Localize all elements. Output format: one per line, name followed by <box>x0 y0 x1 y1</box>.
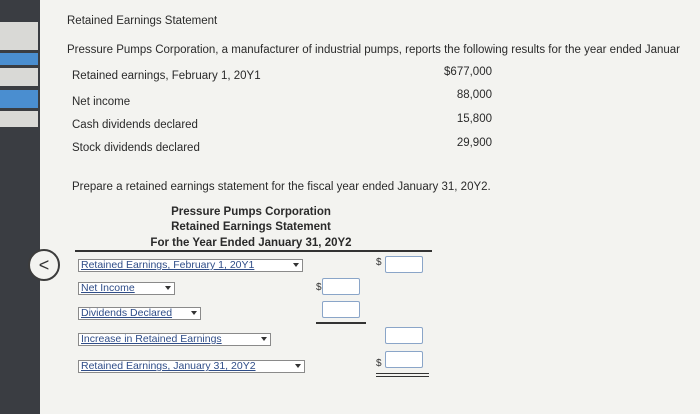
chevron-down-icon <box>295 364 301 368</box>
given-value-1: $677,000 <box>444 66 492 78</box>
chevron-down-icon <box>191 311 197 315</box>
dividends-input[interactable] <box>322 301 360 318</box>
chevron-down-icon <box>261 337 267 341</box>
beginning-balance-dropdown[interactable] <box>78 259 303 272</box>
dollar-sign-2: $ <box>316 282 322 293</box>
left-sidebar <box>0 0 40 414</box>
back-button[interactable] <box>28 249 60 281</box>
subtotal-underline <box>316 322 366 324</box>
header-underline <box>75 250 432 252</box>
dividends-dropdown[interactable] <box>78 307 201 320</box>
sidebar-tab-3[interactable] <box>0 68 38 86</box>
given-value-3: 15,800 <box>456 113 492 125</box>
ending-balance-label: Retained Earnings, January 31, 20Y2 <box>81 360 256 372</box>
double-underline-top <box>376 373 429 374</box>
section-title: Retained Earnings Statement <box>67 15 218 27</box>
increase-label: Increase in Retained Earnings <box>81 333 222 345</box>
sidebar-tab-1[interactable] <box>0 22 38 50</box>
statement-company: Pressure Pumps Corporation <box>171 206 331 218</box>
sidebar-tab-2[interactable] <box>0 53 38 65</box>
chevron-down-icon <box>293 263 299 267</box>
sidebar-tab-4[interactable] <box>0 90 38 108</box>
given-label-4: Stock dividends declared <box>72 142 200 154</box>
given-label-3: Cash dividends declared <box>72 119 198 131</box>
given-label-2: Net income <box>72 96 131 108</box>
dividends-label: Dividends Declared <box>81 307 173 319</box>
net-income-input[interactable] <box>322 278 360 295</box>
given-value-2: 88,000 <box>456 89 492 101</box>
increase-input[interactable] <box>385 327 423 344</box>
sidebar-tab-5[interactable] <box>0 111 38 127</box>
instruction-text: Prepare a retained earnings statement for the fiscal year ended January 31, 20Y2. <box>72 181 491 193</box>
intro-text: Pressure Pumps Corporation, a manufacturer of industrial pumps, reports the following results for the year ended Januar <box>67 44 681 56</box>
given-label-1: Retained earnings, February 1, 20Y1 <box>72 70 261 82</box>
statement-title: Retained Earnings Statement <box>171 221 331 233</box>
chevron-down-icon <box>165 286 171 290</box>
increase-dropdown[interactable] <box>78 333 271 346</box>
given-value-4: 29,900 <box>456 137 492 149</box>
dollar-sign-3: $ <box>376 358 382 369</box>
problem-page <box>40 0 700 414</box>
chevron-left-icon: < <box>38 254 50 275</box>
ending-balance-input[interactable] <box>385 351 423 368</box>
ending-balance-dropdown[interactable] <box>78 360 305 373</box>
beginning-balance-label: Retained Earnings, February 1, 20Y1 <box>81 259 255 271</box>
net-income-dropdown[interactable] <box>78 282 175 295</box>
double-underline-bottom <box>376 376 429 377</box>
statement-period: For the Year Ended January 31, 20Y2 <box>150 237 352 249</box>
net-income-label: Net Income <box>81 282 135 294</box>
beginning-balance-input[interactable] <box>385 256 423 273</box>
dollar-sign-1: $ <box>376 257 382 268</box>
